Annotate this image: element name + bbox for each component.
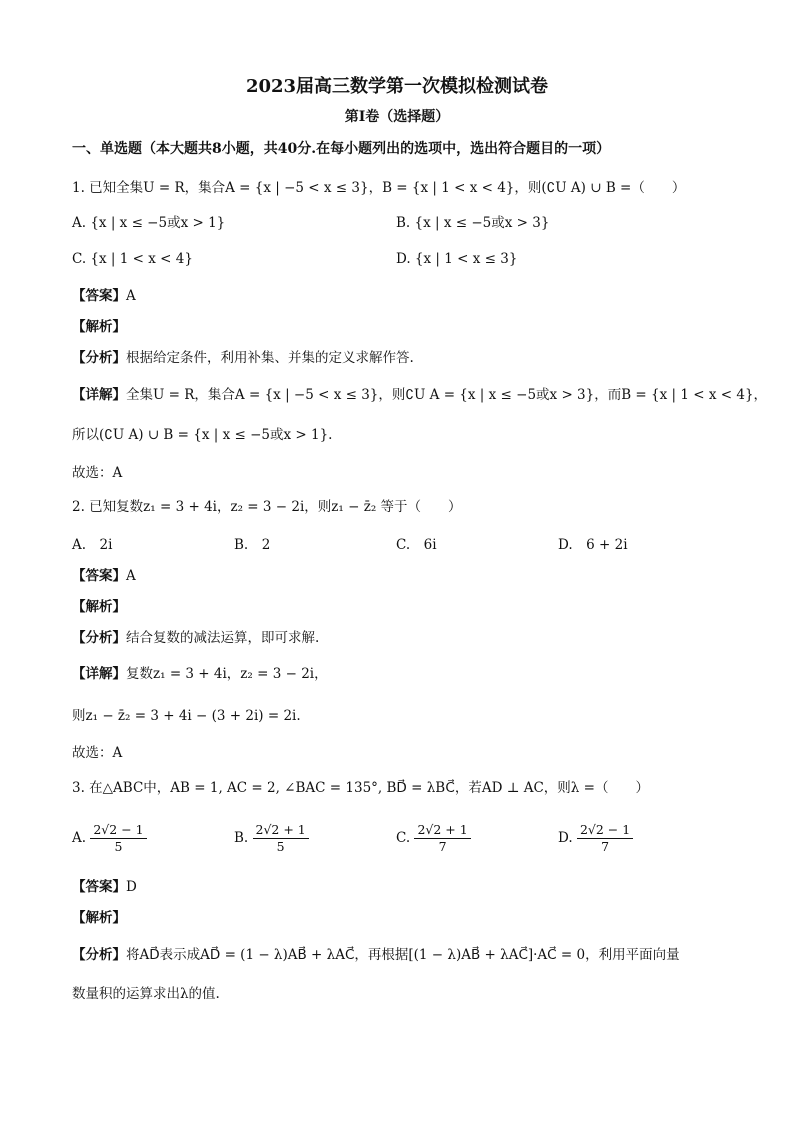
q1-answer <box>72 286 136 306</box>
fenxi-tag: 【分析】 <box>72 350 126 366</box>
answer-tag: 【答案】 <box>72 568 126 584</box>
xiangjie-tag: 【详解】 <box>72 666 126 682</box>
answer-value: A <box>126 288 136 304</box>
fraction <box>577 822 633 855</box>
numerator: 2√2 + 1 <box>414 822 470 839</box>
page-subtitle: 第I卷（选择题） <box>344 109 450 125</box>
q1-option-b: B. {x | x ≤ −5或x > 3} <box>396 215 550 231</box>
q1-stem: 1. 已知全集U = R，集合A = {x | −5 < x ≤ 3}，B = {x | 1 < x < 4}，则(∁U A) ∪ B =（ ） <box>72 180 686 196</box>
xiangjie-text: 复数z₁ = 3 + 4i，z₂ = 3 − 2i， <box>126 666 328 682</box>
fraction <box>414 822 470 855</box>
q3-option-c <box>396 822 471 855</box>
option-label: D. <box>558 830 573 846</box>
q2-option-a: A. 2i <box>72 537 113 553</box>
fenxi-text: 将AD⃗表示成AD⃗ = (1 − λ)AB⃗ + λAC⃗，再根据[(1 − λ)AB⃗ + λAC⃗]·AC⃗ = 0，利用平面向量 <box>126 947 680 963</box>
numerator: 2√2 − 1 <box>90 822 146 839</box>
answer-tag: 【答案】 <box>72 288 126 304</box>
fenxi-text: 结合复数的减法运算，即可求解. <box>126 630 320 646</box>
q2-stem: 2. 已知复数z₁ = 3 + 4i，z₂ = 3 − 2i，则z₁ − z̄₂ 等于（ ） <box>72 499 462 515</box>
q1-fenxi <box>72 348 414 368</box>
page-title: 2023届高三数学第一次模拟检测试卷 <box>245 76 549 97</box>
numerator: 2√2 − 1 <box>577 822 633 839</box>
section-heading: 一、单选题（本大题共8小题，共40分.在每小题列出的选项中，选出符合题目的一项） <box>72 141 611 157</box>
q2-option-b: B. 2 <box>234 537 271 553</box>
xiangjie-tag: 【详解】 <box>72 387 126 403</box>
q3-fenxi <box>72 945 680 965</box>
q3-option-d <box>558 822 633 855</box>
q2-fenxi <box>72 628 319 648</box>
q2-option-d: D. 6 + 2i <box>558 537 628 553</box>
fenxi-tag: 【分析】 <box>72 630 126 646</box>
q2-xiangjie <box>72 664 328 684</box>
fraction <box>90 822 146 855</box>
q2-answer <box>72 566 136 586</box>
denominator: 5 <box>114 839 123 854</box>
fenxi-text: 根据给定条件，利用补集、并集的定义求解作答. <box>126 350 414 366</box>
q1-jiexi: 【解析】 <box>72 319 126 335</box>
denominator: 5 <box>276 839 285 854</box>
option-label: A. <box>72 830 87 846</box>
q3-answer <box>72 877 137 897</box>
q1-xiangjie <box>72 385 767 405</box>
q1-option-d: D. {x | 1 < x ≤ 3} <box>396 251 518 267</box>
q2-conclusion: 则z₁ − z̄₂ = 3 + 4i − (3 + 2i) = 2i. <box>72 708 301 724</box>
denominator: 7 <box>438 839 447 854</box>
q1-option-a: A. {x | x ≤ −5或x > 1} <box>72 215 226 231</box>
q2-jiexi: 【解析】 <box>72 599 126 615</box>
fenxi-tag: 【分析】 <box>72 947 126 963</box>
q3-stem: 3. 在△ABC中，AB = 1, AC = 2, ∠BAC = 135°, BD⃗ = λBC⃗，若AD ⊥ AC，则λ =（ ） <box>72 780 649 796</box>
q1-choose: 故选：A <box>72 465 123 481</box>
fraction <box>253 822 309 855</box>
q3-jiexi: 【解析】 <box>72 910 126 926</box>
answer-tag: 【答案】 <box>72 879 126 895</box>
denominator: 7 <box>601 839 610 854</box>
q1-conclusion: 所以(∁U A) ∪ B = {x | x ≤ −5或x > 1}. <box>72 427 333 443</box>
numerator: 2√2 + 1 <box>253 822 309 839</box>
option-label: B. <box>234 830 249 846</box>
answer-value: D <box>126 879 137 895</box>
q1-option-c: C. {x | 1 < x < 4} <box>72 251 193 267</box>
q3-fenxi-cont: 数量积的运算求出λ的值. <box>72 986 220 1002</box>
q3-option-a <box>72 822 147 855</box>
q2-option-c: C. 6i <box>396 537 437 553</box>
q2-choose: 故选：A <box>72 745 123 761</box>
xiangjie-text: 全集U = R，集合A = {x | −5 < x ≤ 3}，则∁U A = {x | x ≤ −5或x > 3}，而B = {x | 1 < x < 4}， <box>126 387 768 403</box>
q3-option-b <box>234 822 309 855</box>
answer-value: A <box>126 568 136 584</box>
option-label: C. <box>396 830 411 846</box>
